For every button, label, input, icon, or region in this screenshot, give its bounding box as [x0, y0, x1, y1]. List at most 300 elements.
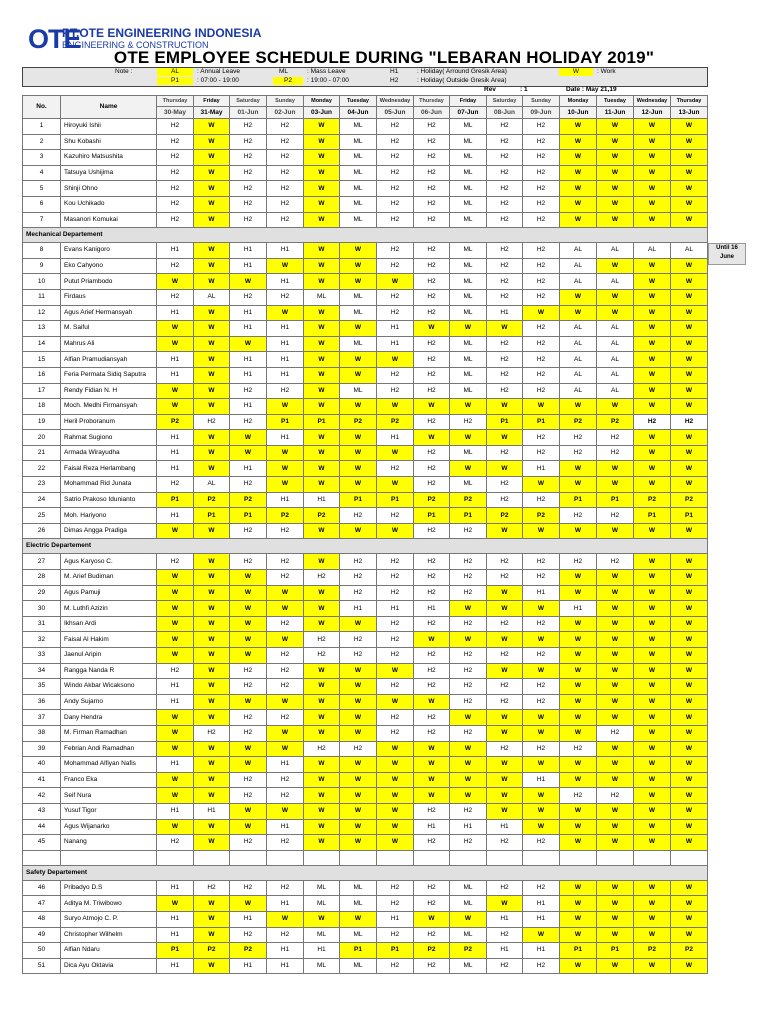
- schedule-cell: W: [560, 212, 597, 228]
- schedule-cell: W: [230, 632, 267, 648]
- schedule-cell: W: [304, 477, 340, 493]
- date-header: 02-Jun: [267, 107, 304, 119]
- schedule-cell: H2: [487, 927, 523, 943]
- schedule-cell: H2: [487, 445, 523, 461]
- schedule-cell: W: [671, 430, 708, 446]
- schedule-cell: P2: [450, 943, 487, 959]
- schedule-cell: W: [157, 399, 194, 415]
- schedule-cell: W: [671, 477, 708, 493]
- schedule-cell: H2: [523, 258, 560, 274]
- schedule-cell: W: [340, 663, 377, 679]
- day-header: Wednesday: [634, 96, 671, 107]
- employee-no: 34: [23, 663, 61, 679]
- schedule-cell: H2: [523, 352, 560, 368]
- date-header: 07-Jun: [450, 107, 487, 119]
- schedule-cell: W: [377, 835, 414, 851]
- employee-name: Heril Proboranum: [61, 414, 157, 430]
- table-row: [23, 943, 708, 959]
- schedule-cell: W: [560, 616, 597, 632]
- table-row: [23, 601, 708, 617]
- schedule-cell: H2: [157, 835, 194, 851]
- schedule-cell: H2: [487, 741, 523, 757]
- day-header: Sunday: [267, 96, 304, 107]
- schedule-cell: W: [671, 788, 708, 804]
- schedule-cell: W: [230, 819, 267, 835]
- schedule-cell: H2: [267, 196, 304, 212]
- employee-no: 1: [23, 119, 61, 135]
- schedule-cell: H2: [487, 880, 523, 896]
- schedule-cell: W: [597, 523, 634, 539]
- schedule-cell: ML: [450, 927, 487, 943]
- schedule-cell: H2: [377, 305, 414, 321]
- schedule-cell: W: [560, 663, 597, 679]
- schedule-cell: H2: [414, 336, 450, 352]
- schedule-cell: W: [230, 757, 267, 773]
- table-row: [23, 663, 708, 679]
- schedule-cell: H2: [597, 554, 634, 570]
- schedule-cell: W: [230, 336, 267, 352]
- schedule-cell: AL: [597, 383, 634, 399]
- employee-name: Yusuf Tigor: [61, 803, 157, 819]
- schedule-cell: W: [671, 958, 708, 974]
- schedule-table: [22, 95, 708, 974]
- table-row: [23, 725, 708, 741]
- schedule-cell: ML: [450, 258, 487, 274]
- schedule-cell: W: [597, 958, 634, 974]
- schedule-cell: W: [230, 741, 267, 757]
- employee-name: Andy Sujarno: [61, 694, 157, 710]
- schedule-cell: H2: [230, 523, 267, 539]
- schedule-cell: W: [634, 835, 671, 851]
- table-row: [23, 679, 708, 695]
- schedule-cell: H2: [450, 585, 487, 601]
- schedule-cell: W: [340, 803, 377, 819]
- schedule-cell: P1: [560, 492, 597, 508]
- schedule-cell: ML: [340, 289, 377, 305]
- schedule-cell: W: [340, 258, 377, 274]
- schedule-cell: H2: [450, 679, 487, 695]
- employee-name: Satrio Prakoso Idunianto: [61, 492, 157, 508]
- employee-name: Ikhsan Ardi: [61, 616, 157, 632]
- schedule-cell: H2: [414, 803, 450, 819]
- employee-no: 29: [23, 585, 61, 601]
- schedule-cell: W: [194, 445, 230, 461]
- schedule-cell: AL: [597, 352, 634, 368]
- schedule-cell: H1: [230, 911, 267, 927]
- schedule-cell: W: [634, 554, 671, 570]
- schedule-cell: P2: [414, 943, 450, 959]
- table-row: [23, 616, 708, 632]
- table-row: [23, 803, 708, 819]
- schedule-cell: W: [194, 570, 230, 586]
- schedule-cell: H2: [377, 289, 414, 305]
- day-header: Thursday: [671, 96, 708, 107]
- schedule-cell: W: [597, 165, 634, 181]
- schedule-cell: W: [194, 927, 230, 943]
- schedule-cell: W: [597, 648, 634, 664]
- table-row: [23, 212, 708, 228]
- schedule-cell: P2: [634, 943, 671, 959]
- schedule-cell: W: [194, 258, 230, 274]
- schedule-cell: W: [634, 880, 671, 896]
- empty-cell: [523, 850, 560, 865]
- employee-no: 26: [23, 523, 61, 539]
- schedule-cell: W: [634, 710, 671, 726]
- schedule-cell: W: [194, 679, 230, 695]
- schedule-cell: H2: [157, 181, 194, 197]
- schedule-cell: W: [487, 772, 523, 788]
- schedule-cell: W: [560, 632, 597, 648]
- schedule-cell: H2: [414, 134, 450, 150]
- schedule-cell: H1: [267, 958, 304, 974]
- schedule-cell: H2: [523, 492, 560, 508]
- empty-cell: [267, 850, 304, 865]
- schedule-cell: H2: [377, 958, 414, 974]
- schedule-cell: H2: [560, 788, 597, 804]
- schedule-cell: H2: [487, 367, 523, 383]
- schedule-cell: H2: [377, 367, 414, 383]
- table-row: [23, 835, 708, 851]
- schedule-cell: H2: [414, 880, 450, 896]
- schedule-cell: W: [523, 803, 560, 819]
- date-header: 10-Jun: [560, 107, 597, 119]
- schedule-cell: W: [487, 601, 523, 617]
- schedule-cell: H2: [230, 710, 267, 726]
- schedule-cell: H2: [304, 570, 340, 586]
- page-title: OTE EMPLOYEE SCHEDULE DURING "LEBARAN HOLIDAY 2019": [113, 48, 655, 67]
- schedule-cell: H2: [414, 274, 450, 290]
- schedule-cell: H1: [157, 679, 194, 695]
- schedule-cell: W: [597, 289, 634, 305]
- schedule-cell: H2: [523, 430, 560, 446]
- legend-p1-code: P1: [157, 77, 193, 85]
- table-row: [23, 258, 708, 274]
- schedule-cell: W: [671, 803, 708, 819]
- schedule-cell: H2: [267, 788, 304, 804]
- schedule-cell: H2: [523, 150, 560, 166]
- schedule-cell: W: [450, 710, 487, 726]
- schedule-cell: H2: [414, 896, 450, 912]
- schedule-cell: W: [634, 648, 671, 664]
- schedule-cell: AL: [194, 289, 230, 305]
- schedule-cell: H2: [267, 150, 304, 166]
- schedule-cell: W: [671, 181, 708, 197]
- schedule-cell: W: [634, 958, 671, 974]
- table-row: [23, 710, 708, 726]
- table-row: [23, 181, 708, 197]
- schedule-cell: W: [560, 399, 597, 415]
- schedule-cell: W: [634, 819, 671, 835]
- schedule-cell: H2: [414, 570, 450, 586]
- schedule-cell: W: [304, 523, 340, 539]
- employee-no: 37: [23, 710, 61, 726]
- schedule-cell: H2: [523, 570, 560, 586]
- schedule-cell: P2: [671, 943, 708, 959]
- schedule-cell: W: [671, 601, 708, 617]
- employee-name: Faisal Reza Herlambang: [61, 461, 157, 477]
- date-header: 03-Jun: [304, 107, 340, 119]
- legend-box: [22, 67, 708, 87]
- schedule-cell: W: [523, 632, 560, 648]
- schedule-cell: H2: [523, 648, 560, 664]
- schedule-cell: H1: [560, 601, 597, 617]
- schedule-cell: W: [671, 399, 708, 415]
- schedule-cell: P2: [304, 508, 340, 524]
- schedule-cell: W: [487, 585, 523, 601]
- schedule-cell: W: [671, 367, 708, 383]
- schedule-cell: P1: [377, 943, 414, 959]
- schedule-cell: W: [523, 399, 560, 415]
- schedule-cell: W: [560, 648, 597, 664]
- schedule-cell: W: [377, 477, 414, 493]
- table-row: [23, 523, 708, 539]
- schedule-cell: H2: [157, 165, 194, 181]
- empty-cell: [340, 850, 377, 865]
- schedule-cell: ML: [340, 196, 377, 212]
- schedule-cell: H2: [377, 134, 414, 150]
- schedule-cell: W: [634, 399, 671, 415]
- employee-name: Firdaus: [61, 289, 157, 305]
- legend-h1-code: H1: [390, 68, 399, 75]
- employee-name: Kou Uchikado: [61, 196, 157, 212]
- schedule-cell: P2: [450, 492, 487, 508]
- table-row: [23, 911, 708, 927]
- schedule-cell: H2: [414, 710, 450, 726]
- schedule-cell: W: [304, 119, 340, 135]
- schedule-cell: W: [597, 927, 634, 943]
- employee-name: Nanang: [61, 835, 157, 851]
- schedule-cell: H2: [267, 554, 304, 570]
- schedule-cell: H2: [230, 181, 267, 197]
- schedule-cell: W: [267, 694, 304, 710]
- schedule-cell: H2: [487, 134, 523, 150]
- schedule-cell: H2: [487, 196, 523, 212]
- date-header: 08-Jun: [487, 107, 523, 119]
- employee-name: Agus Pamuji: [61, 585, 157, 601]
- schedule-cell: H1: [523, 943, 560, 959]
- schedule-cell: W: [414, 757, 450, 773]
- schedule-cell: P2: [671, 492, 708, 508]
- schedule-cell: W: [634, 461, 671, 477]
- schedule-cell: W: [560, 880, 597, 896]
- schedule-cell: H2: [377, 150, 414, 166]
- date-header: 11-Jun: [597, 107, 634, 119]
- schedule-cell: H1: [157, 430, 194, 446]
- schedule-cell: W: [230, 694, 267, 710]
- schedule-cell: W: [157, 601, 194, 617]
- schedule-cell: P2: [597, 414, 634, 430]
- employee-name: Alfian Pramudiansyah: [61, 352, 157, 368]
- schedule-cell: W: [634, 741, 671, 757]
- schedule-cell: W: [634, 352, 671, 368]
- schedule-cell: H1: [157, 508, 194, 524]
- schedule-cell: H2: [487, 383, 523, 399]
- schedule-cell: W: [267, 632, 304, 648]
- table-row: [23, 430, 708, 446]
- schedule-cell: W: [487, 725, 523, 741]
- schedule-cell: W: [487, 430, 523, 446]
- schedule-cell: H1: [487, 819, 523, 835]
- schedule-cell: W: [194, 601, 230, 617]
- schedule-cell: H1: [157, 911, 194, 927]
- schedule-cell: W: [194, 150, 230, 166]
- schedule-cell: ML: [340, 181, 377, 197]
- table-row: [23, 336, 708, 352]
- empty-cell: [671, 850, 708, 865]
- schedule-cell: W: [377, 694, 414, 710]
- schedule-cell: W: [194, 710, 230, 726]
- schedule-cell: W: [377, 788, 414, 804]
- schedule-cell: H2: [414, 212, 450, 228]
- schedule-cell: P1: [230, 508, 267, 524]
- schedule-cell: W: [560, 570, 597, 586]
- schedule-cell: W: [560, 305, 597, 321]
- schedule-cell: W: [414, 772, 450, 788]
- schedule-cell: P2: [487, 508, 523, 524]
- schedule-cell: H2: [267, 134, 304, 150]
- schedule-cell: H2: [414, 150, 450, 166]
- date-header: 04-Jun: [340, 107, 377, 119]
- section-header: Safety Departement: [23, 865, 708, 880]
- schedule-cell: W: [194, 694, 230, 710]
- schedule-cell: H2: [414, 181, 450, 197]
- schedule-cell: ML: [340, 927, 377, 943]
- schedule-cell: ML: [450, 243, 487, 259]
- schedule-cell: W: [523, 725, 560, 741]
- schedule-cell: W: [487, 803, 523, 819]
- schedule-cell: W: [340, 523, 377, 539]
- table-row: [23, 243, 708, 259]
- employee-name: Rangga Nanda R: [61, 663, 157, 679]
- schedule-cell: H1: [377, 911, 414, 927]
- schedule-cell: AL: [560, 243, 597, 259]
- schedule-cell: W: [634, 383, 671, 399]
- table-row: [23, 414, 708, 430]
- day-header: Saturday: [230, 96, 267, 107]
- schedule-cell: ML: [340, 336, 377, 352]
- schedule-cell: H2: [414, 523, 450, 539]
- schedule-cell: H2: [414, 258, 450, 274]
- schedule-cell: W: [304, 399, 340, 415]
- schedule-cell: W: [560, 819, 597, 835]
- schedule-cell: W: [671, 274, 708, 290]
- schedule-cell: W: [377, 445, 414, 461]
- schedule-cell: W: [671, 632, 708, 648]
- table-row: [23, 585, 708, 601]
- schedule-cell: P1: [157, 943, 194, 959]
- schedule-cell: H2: [157, 150, 194, 166]
- schedule-cell: H2: [597, 430, 634, 446]
- schedule-cell: H1: [304, 943, 340, 959]
- schedule-cell: H2: [414, 616, 450, 632]
- schedule-cell: W: [340, 679, 377, 695]
- schedule-cell: H2: [597, 445, 634, 461]
- schedule-cell: H2: [377, 165, 414, 181]
- schedule-cell: H2: [523, 880, 560, 896]
- schedule-cell: P1: [487, 414, 523, 430]
- table-row: [23, 741, 708, 757]
- schedule-cell: H2: [487, 336, 523, 352]
- schedule-cell: W: [671, 585, 708, 601]
- schedule-cell: H1: [157, 461, 194, 477]
- schedule-cell: W: [340, 725, 377, 741]
- schedule-cell: H1: [230, 321, 267, 337]
- employee-no: 19: [23, 414, 61, 430]
- schedule-cell: ML: [450, 134, 487, 150]
- employee-name: Franco Eka: [61, 772, 157, 788]
- schedule-cell: W: [340, 835, 377, 851]
- employee-name: Moh. Hariyono: [61, 508, 157, 524]
- schedule-cell: H1: [194, 803, 230, 819]
- schedule-cell: H2: [414, 958, 450, 974]
- schedule-cell: W: [634, 911, 671, 927]
- employee-no: 51: [23, 958, 61, 974]
- schedule-cell: ML: [450, 150, 487, 166]
- schedule-cell: W: [671, 321, 708, 337]
- empty-cell: [377, 850, 414, 865]
- empty-cell: [634, 850, 671, 865]
- schedule-cell: H2: [157, 258, 194, 274]
- employee-no: 45: [23, 835, 61, 851]
- schedule-cell: P2: [194, 943, 230, 959]
- employee-name: Dimas Angga Pradiga: [61, 523, 157, 539]
- schedule-cell: AL: [560, 383, 597, 399]
- schedule-cell: ML: [304, 880, 340, 896]
- schedule-cell: P2: [414, 492, 450, 508]
- schedule-cell: H2: [450, 554, 487, 570]
- schedule-cell: W: [560, 119, 597, 135]
- schedule-cell: H2: [487, 616, 523, 632]
- schedule-cell: W: [523, 601, 560, 617]
- schedule-cell: H2: [267, 119, 304, 135]
- schedule-cell: P1: [634, 508, 671, 524]
- schedule-cell: H2: [414, 243, 450, 259]
- schedule-cell: W: [304, 181, 340, 197]
- employee-no: 3: [23, 150, 61, 166]
- schedule-cell: H2: [487, 648, 523, 664]
- schedule-cell: P1: [157, 492, 194, 508]
- empty-cell: [23, 850, 61, 865]
- schedule-cell: W: [634, 757, 671, 773]
- schedule-cell: P1: [671, 508, 708, 524]
- schedule-cell: W: [304, 367, 340, 383]
- schedule-cell: H2: [230, 772, 267, 788]
- table-row: [23, 632, 708, 648]
- date-header: 13-Jun: [671, 107, 708, 119]
- schedule-cell: H1: [157, 757, 194, 773]
- schedule-cell: W: [634, 445, 671, 461]
- schedule-cell: W: [597, 880, 634, 896]
- employee-no: 21: [23, 445, 61, 461]
- schedule-cell: W: [157, 710, 194, 726]
- table-row: [23, 880, 708, 896]
- schedule-cell: W: [194, 134, 230, 150]
- schedule-cell: H2: [523, 367, 560, 383]
- employee-no: 18: [23, 399, 61, 415]
- schedule-cell: H2: [340, 585, 377, 601]
- schedule-cell: W: [450, 757, 487, 773]
- schedule-cell: W: [230, 648, 267, 664]
- schedule-cell: H2: [414, 445, 450, 461]
- legend-al-desc: : Annual Leave: [197, 68, 241, 75]
- schedule-cell: H2: [340, 508, 377, 524]
- table-row: [23, 772, 708, 788]
- employee-name: Putut Priambodo: [61, 274, 157, 290]
- schedule-cell: W: [194, 741, 230, 757]
- schedule-cell: W: [560, 165, 597, 181]
- schedule-cell: W: [304, 383, 340, 399]
- schedule-cell: ML: [340, 305, 377, 321]
